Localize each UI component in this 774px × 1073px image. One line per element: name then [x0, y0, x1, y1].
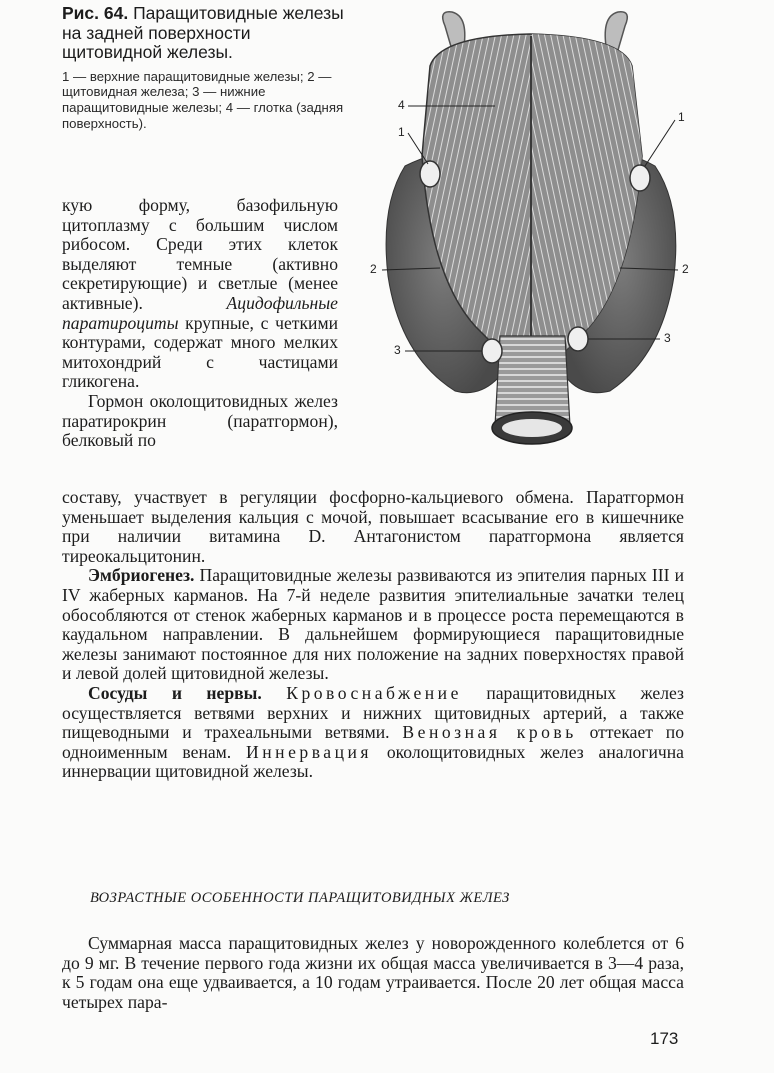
page-number: 173: [650, 1029, 679, 1048]
vessels-text-2: оттекает по одноименным венам.: [62, 722, 684, 762]
figure-title: Паращитовидные железы на задней поверхности щитовидной железы.: [62, 3, 344, 62]
blood-supply-term: Кровоснабжение: [286, 682, 462, 703]
label-4: 4: [398, 98, 405, 112]
figure-caption: [62, 4, 347, 132]
figure-legend: 1 — верхние паращитовидные железы; 2 — щитовидная железа; 3 — нижние паращитовидные железы; 4 — глотка (задняя поверхность).: [62, 68, 344, 131]
venous-term: Венозная кровь: [402, 722, 577, 743]
embryo-heading: Эмбриогенез.: [88, 565, 195, 586]
acidophilic-term: Ацидофильные паратироциты: [62, 292, 338, 333]
anatomical-illustration: [360, 6, 700, 458]
label-1-left: 1: [398, 125, 405, 139]
paragraph-hormone-cont: составу, участвует в регуляции фосфорно-кальциевого обмена. Паратгормон уменьшает выделения кальция с мочой, повышает всасывание его в кишечнике при наличии витамина D. Антагонистом паратгормона является тиреокальцитонин.: [62, 487, 684, 566]
label-1-right: 1: [678, 110, 685, 124]
cells-text-a: кую форму, базофильную цитоплазму с большим числом рибосом. Среди этих клеток выделяют темные (активно секретирующие) и светлые (менее активные).: [62, 195, 338, 313]
vessels-text-1: паращитовидных желез осуществляется ветвями верхних и нижних щитовидных артерий, а также пищеводными и трахеальными ветвями.: [62, 682, 684, 743]
innervation-term: Иннервация: [246, 741, 372, 762]
cells-text-b: крупные, с четкими контурами, содержат много мелких митохондрий с частицами гликогена.: [62, 312, 338, 392]
full-width-text: [62, 488, 684, 782]
paragraph-hormone: Гормон околощитовидных желез паратирокрин (паратгормон), белковый по: [62, 390, 338, 451]
paragraph-cells: [62, 196, 338, 392]
thyroid-pharynx-drawing: [360, 6, 700, 458]
vessels-heading: Сосуды и нервы.: [88, 682, 262, 703]
figure-number: Рис. 64.: [62, 3, 129, 23]
section-heading: ВОЗРАСТНЫЕ ОСОБЕННОСТИ ПАРАЩИТОВИДНЫХ ЖЕЛЕЗ: [90, 890, 510, 906]
paragraph-age: Суммарная масса паращитовидных желез у новорожденного колеблется от 6 до 9 мг. В течение первого года жизни их общая масса увеличивается в 3—4 раза, к 5 годам она еще удваивается, а 10 годам утраивается. После 20 лет общая масса четырех пара-: [62, 933, 684, 1012]
paragraph-vessels: [62, 684, 684, 782]
label-2-left: 2: [370, 262, 377, 276]
label-2-right: 2: [682, 262, 689, 276]
label-3-right: 3: [664, 331, 671, 345]
paragraph-embryogenesis: [62, 566, 684, 684]
vessels-text-3: околощитовидных желез аналогична иннервации щитовидной железы.: [62, 741, 684, 782]
label-3-left: 3: [394, 343, 401, 357]
caption-title: [62, 4, 347, 63]
embryo-text: Паращитовидные железы развиваются из эпителия парных III и IV жаберных карманов. На 7-й неделе развития эпителиальные зачатки телец обособляются от стенок жаберных карманов и в процессе роста перемещаются в каудальном направлении. В дальнейшем формирующиеся паращитовидные железы занимают постоянное для них положение на задних поверхностях правой и левой долей щитовидной железы.: [62, 565, 684, 684]
column-text: [62, 196, 338, 451]
